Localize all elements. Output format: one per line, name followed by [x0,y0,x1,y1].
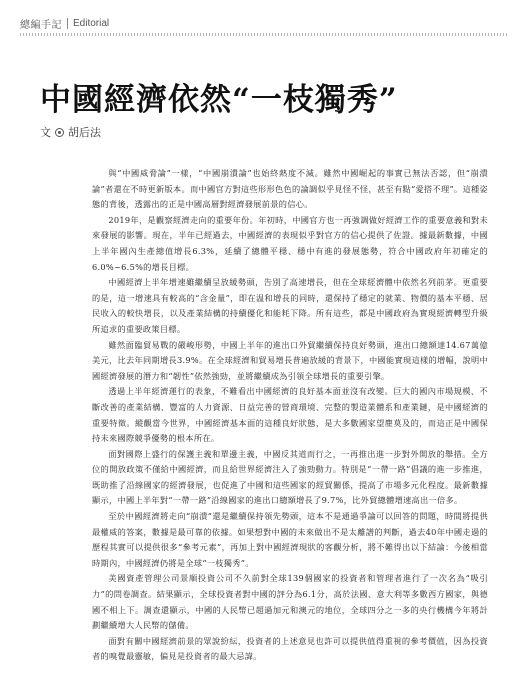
header-rule [20,33,508,36]
paragraph: 雖然面臨貿易戰的嚴峻形勢，中國上半年的進出口外貿繼續保持良好勢頭，進出口總額達14.67萬億美元，比去年同期增長3.9%。在全球經濟和貿易增長普遍放緩的背景下，中國能實現這樣的增幅，說明中國經濟發展的潛力和“韌性”依然強勁，並將繼續成為引領全球增長的重要引擎。 [92,339,488,381]
paragraph: 2019年，是觀察經濟走向的重要年份。年初時，中國官方也一再強調做好經濟工作的重要意義和對未來發展的影響。現在，半年已經過去，中國經濟的表現似乎對官方的信心提供了佐證。據最新數據，中國上半年國內生產總值增長6.3%，延續了總體平穩、穩中有進的發展態勢，符合中國政府年初確定的6.0%~6.5%的增長目標。 [92,214,488,272]
article-body [92,166,488,665]
paragraph: 透過上半年經濟運行的表象，不難看出中國經濟的良好基本面並沒有改變。巨大的國內市場規模、不斷改善的產業結構、豐富的人力資源、日益完善的營商環境、完整的製造業體系和產業鏈，是中國經濟的重要特徵。縱觀當今世界，中國經濟基本面的這種良好狀態，是大多數國家望塵莫及的，而這正是中國保持未來國際競爭優勢的根本所在。 [92,386,488,444]
page-header [20,16,508,31]
byline-dot-icon [55,128,64,137]
byline-author: 胡后法 [68,126,101,139]
paragraph: 面對國際上盛行的保護主義和單邊主義，中國反其道而行之，一再推出進一步對外開放的舉措。全方位的開放政策不僅給中國經濟，而且給世界經濟注入了強勁動力。特別是“一帶一路”倡議的進一步推進，既助推了沿線國家的經濟發展，也促進了中國和這些國家的經貿關係，提高了市場多元化程度。最新數據顯示，中國上半年對“一帶一路”沿線國家的進出口總額增長了9.7%，比外貿總體增速高出一倍多。 [92,448,488,506]
paragraph: 美國資產管理公司景順投資公司不久前對全球139個國家的投資者和管理者進行了一次名為“吸引力”的問卷調查。結果顯示，全球投資者對中國的評分為6.1分，高於法國、意大利等多數西方國家，與德國不相上下。調查還顯示，中國的人民幣已超過加元和澳元的地位，全球四分之一多的央行機構今年將計劃繼續增大人民幣的儲備。 [92,573,488,631]
section-label-cn: 總編手記 [20,20,62,31]
byline-prefix: 文 [40,126,51,139]
paragraph: 中國經濟上半年增速雖繼續呈放緩勢頭，告別了高速增長，但在全球經濟體中依然名列前茅。更重要的是，這一增速具有較高的“含金量”，即在温和增長的同時，還保持了穩定的就業、物價的基本平穩、居民收入的較快增長，以及產業結構的持續優化和能耗下降。所有這些，都是中國政府為實現經濟轉型升級所追求的重要政策目標。 [92,277,488,334]
paragraph: 與“中國威脅論”一樣，“中國崩潰論”也始終熱度不減。雖然中國崛起的事實已無法否認，但“崩潰論”者還在不時更新版本。而中國官方對這些形形色色的論調似乎見怪不怪，甚至有點“愛搭不理”。這種姿態的背後，透露出的正是中國高層對經濟發展前景的信心。 [92,168,488,210]
article-title: 中國經濟依然“一枝獨秀” [40,82,398,118]
byline [40,124,101,140]
header-divider [67,18,68,29]
paragraph: 至於中國經濟將走向“崩潰”還是繼續保持領先勢頭，這本不是通過爭論可以回答的問題，時間將提供最權威的答案，數據是最可靠的依據。如果想對中國的未來做出不是太離譜的判斷，過去40年中國走過的歷程其實可以提供很多“參考元素”，再加上對中國經濟現狀的客觀分析，將不難得出以下結論：今後相當時期內，中國經濟仍將是全球“一枝獨秀”。 [92,511,488,568]
paragraph: 面對有關中國經濟前景的眾說紛紜，投資者的上述意見也許可以提供值得重視的參考價值，因為投資者的嗅覺最靈敏，偏見是投資者的最大忌諱。 [92,635,488,662]
section-label-en: Editorial [73,18,110,29]
